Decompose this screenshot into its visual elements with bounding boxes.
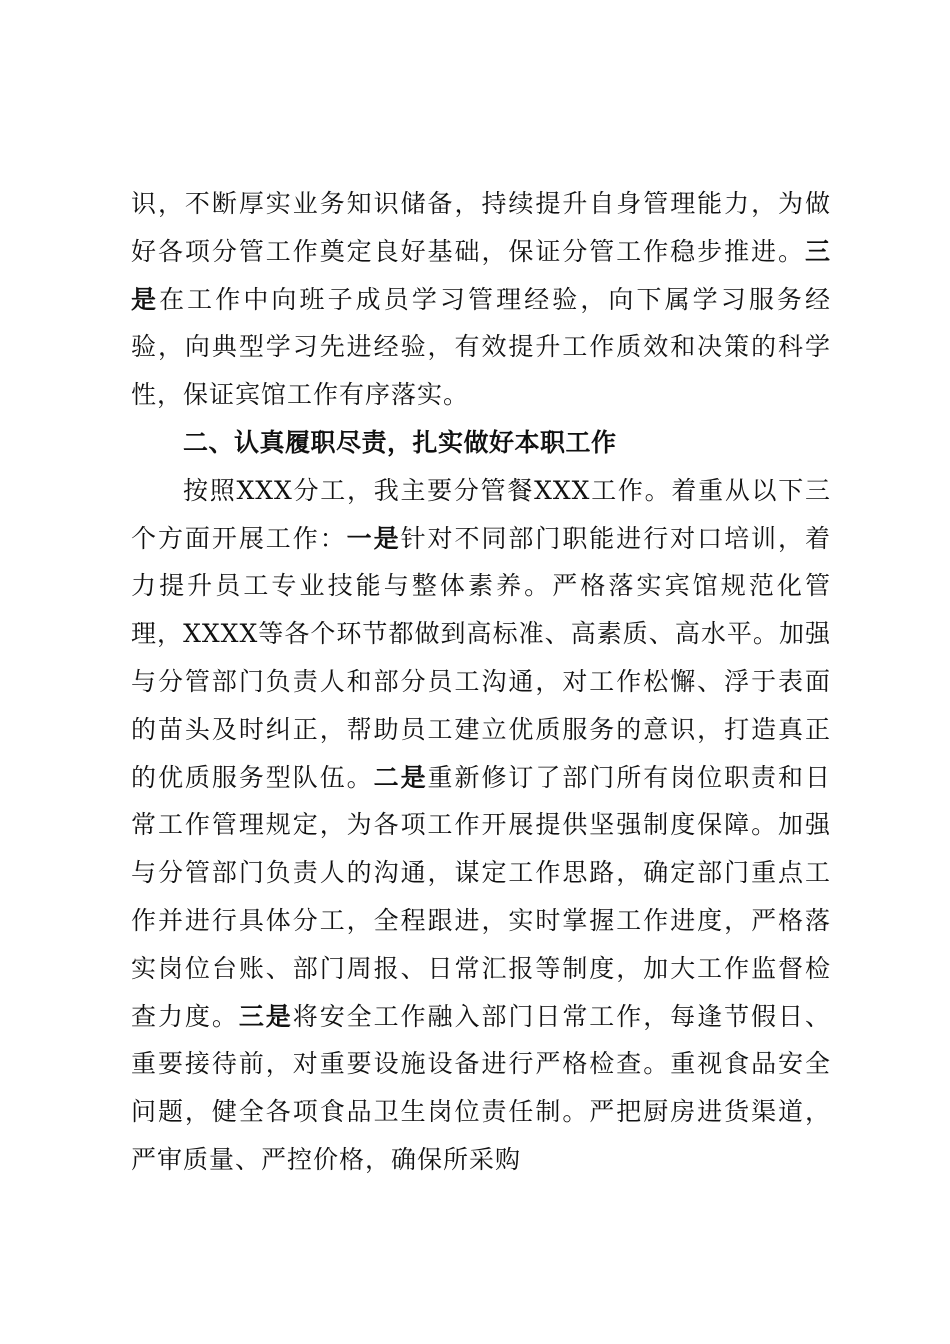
text-run: 重新修订了部门所有岗位职责和日常工作管理规定，为各项工作开展提供坚强制度保障。加强与分管部门负责人的沟通，谋定工作思路，确定部门重点工作并进行具体分工，全程跟进，实时掌握工作进度，严格落实岗位台账、部门周报、日常汇报等制度，加大工作监督检查力度。 <box>131 762 831 1031</box>
bold-marker: 二是 <box>373 762 428 792</box>
bold-marker: 三是 <box>131 236 831 314</box>
bold-marker: 三是 <box>238 1001 293 1031</box>
bold-marker: 一是 <box>346 523 401 553</box>
text-run: 按照XXX分工，我主要分管餐XXX工作。着重从以下三个方面开展工作： <box>131 475 831 553</box>
text-run: 识，不断厚实业务知识储备，持续提升自身管理能力，为做好各项分管工作奠定良好基础，保证分管工作稳步推进。 <box>131 189 831 266</box>
paragraph-continued <box>131 180 831 419</box>
text-run: 将安全工作融入部门日常工作，每逢节假日、重要接待前，对重要设施设备进行严格检查。重视食品安全问题，健全各项食品卫生岗位责任制。严把厨房进货渠道，严审质量、严控价格，确保所采购 <box>131 1001 831 1174</box>
text-run: 针对不同部门职能进行对口培训，着力提升员工专业技能与整体素养。严格落实宾馆规范化管理，XXXX等各个环节都做到高标准、高素质、高水平。加强与分管部门负责人和部分员工沟通，对工作松懈、浮于表面的苗头及时纠正，帮助员工建立优质服务的意识，打造真正的优质服务型队伍。 <box>131 523 831 792</box>
section-heading: 二、认真履职尽责，扎实做好本职工作 <box>183 427 617 457</box>
paragraph-body <box>131 467 831 1184</box>
text-run: 在工作中向班子成员学习管理经验，向下属学习服务经验，向典型学习先进经验，有效提升工作质效和决策的科学性，保证宾馆工作有序落实。 <box>131 284 831 410</box>
document-body <box>131 180 831 1184</box>
